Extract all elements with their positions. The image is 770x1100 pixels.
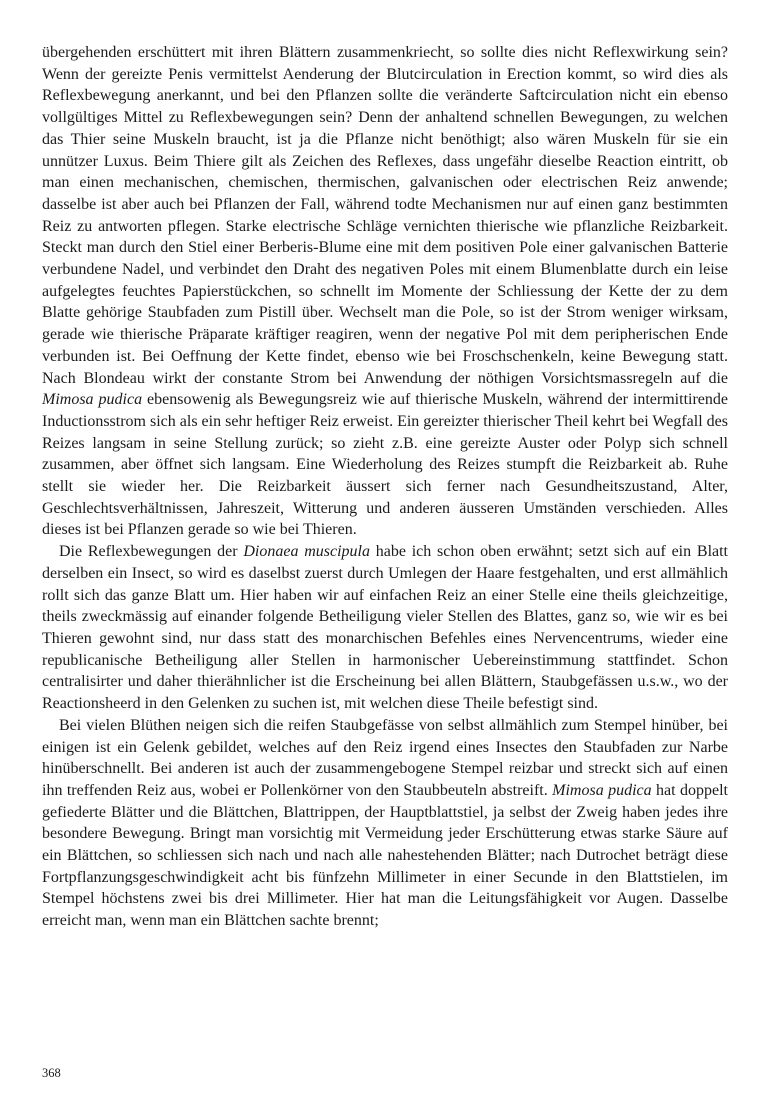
italic-text-segment: Mimosa pudica xyxy=(42,391,143,409)
text-segment: habe ich schon oben erwähnt; setzt sich auf ein Blatt derselben ein Insect, so wird es daselbst zuerst durch Umlegen der Haare festgehalten, und erst allmählich rollt sich das ganze Blatt um. Hier haben wir auf einfachen Reiz an einer Stelle eine theils gleichzeitige, theils zweckmässig auf einander folgende Betheiligung vieler Stellen des Blattes, ganz so, wie wir es bei Thieren gewohnt sind, nur dass statt des monarchischen Befehles eines Nervencentrums, wieder eine republicanische Betheiligung aller Stellen in harmonischer Uebereinstimmung stattfindet. Schon centralisirter und daher thierähnlicher ist die Erscheinung bei allen Blättern, Staubgefässen u.s.w., wo der Reactionsheerd in den Gelenken zu suchen ist, mit welchen diese Theile befestigt sind. xyxy=(42,543,729,713)
text-segment: Bei vielen Blüthen neigen sich die reifen Staubgefässe von selbst allmählich zum Stempel hinüber, bei einigen ist ein Gelenk gebildet, welches auf den Reiz irgend eines Insectes den Staubfaden zur Narbe hinüberschnellt. Bei anderen ist auch der zusammengebogene Stempel reizbar und streckt sich auf einen ihn treffenden Reiz aus, wobei er Pollenkörner von den Staubbeuteln abstreift. xyxy=(42,716,728,799)
text-segment: Die Reflexbewegungen der xyxy=(59,543,244,561)
text-block xyxy=(42,42,728,932)
paragraph xyxy=(42,42,728,541)
page-number: 368 xyxy=(42,1066,61,1080)
paragraph xyxy=(42,715,728,932)
italic-text-segment: Dionaea muscipula xyxy=(243,543,370,561)
text-segment: ebensowenig als Bewegungsreiz wie auf thierische Muskeln, während der intermittirende Inductionsstrom sich als ein sehr heftiger Reiz erweist. Ein gereizter thierischer Theil kehrt bei Wegfall des Reizes langsam in seine Stellung zurück; so zieht z.B. eine gereizte Auster oder Polyp sich schnell zusammen, aber öffnet sich langsam. Eine Wiederholung des Reizes stumpft die Reizbarkeit ab. Ruhe stellt sie wieder her. Die Reizbarkeit äussert sich ferner nach Gesundheitszustand, Alter, Geschlechtsverhältnissen, Jahreszeit, Witterung und anderen äusseren Umständen verschieden. Alles dieses ist bei Pflanzen gerade so wie bei Thieren. xyxy=(42,391,728,539)
text-segment: übergehenden erschüttert mit ihren Blättern zusammenkriecht, so sollte dies nicht Reflexwirkung sein? Wenn der gereizte Penis vermittelst Aenderung der Blutcirculation in Erection kommt, so wird dies als Reflexbewegung anerkannt, und bei den Pflanzen sollte die veränderte Saftcirculation nicht ein ebenso vollgültiges Mittel zu Reflexbewegungen sein? Denn der anhaltend schnellen Bewegungen, zu welchen das Thier seine Muskeln braucht, ist ja die Pflanze nicht benöthigt; also wären Muskeln für sie ein unnützer Luxus. Beim Thiere gilt als Zeichen des Reflexes, dass ungefähr dieselbe Reaction eintritt, ob man einen mechanischen, chemischen, thermischen, galvanischen oder electrischen Reiz anwende; dasselbe ist aber auch bei Pflanzen der Fall, während todte Mechanismen nur auf einen ganz bestimmten Reiz zu antworten pflegen. Starke electrische Schläge vernichten thierische wie pflanzliche Reizbarkeit. Steckt man durch den Stiel einer Berberis-Blume eine mit dem positiven Pole einer galvanischen Batterie verbundene Nadel, und verbindet den Draht des negativen Poles mit einem Blumenblatte durch ein leise aufgelegtes feuchtes Papierstückchen, so schnellt im Momente der Schliessung der Kette der zu dem Blatte gehörige Staubfaden zum Pistill über. Wechselt man die Pole, so ist der Strom weniger wirksam, gerade wie thierische Präparate kräftiger reagiren, wenn der negative Pol mit dem peripherischen Ende verbunden ist. Bei Oeffnung der Kette findet, ebenso wie bei Froschschenkeln, keine Bewegung statt. Nach Blondeau wirkt der constante Strom bei Anwendung der nöthigen Vorsichtsmassregeln auf die xyxy=(42,44,728,387)
text-segment: hat doppelt gefiederte Blätter und die Blättchen, Blattrippen, der Hauptblattstiel, ja selbst der Zweig haben jedes ihre besondere Bewegung. Bringt man vorsichtig mit Vermeidung jeder Erschütterung etwas starke Säure auf ein Blättchen, so schliessen sich nach und nach alle nahestehenden Blätter; nach Dutrochet beträgt diese Fortpflanzungsgeschwindigkeit acht bis fünfzehn Millimeter in einer Secunde in den Blattstielen, im Stempel höchstens zwei bis drei Millimeter. Hier hat man die Leitungsfähigkeit vor Augen. Dasselbe erreicht man, wenn man ein Blättchen sachte brennt; xyxy=(42,781,728,930)
paragraph xyxy=(42,541,728,715)
italic-text-segment: Mimosa pudica xyxy=(552,781,652,799)
